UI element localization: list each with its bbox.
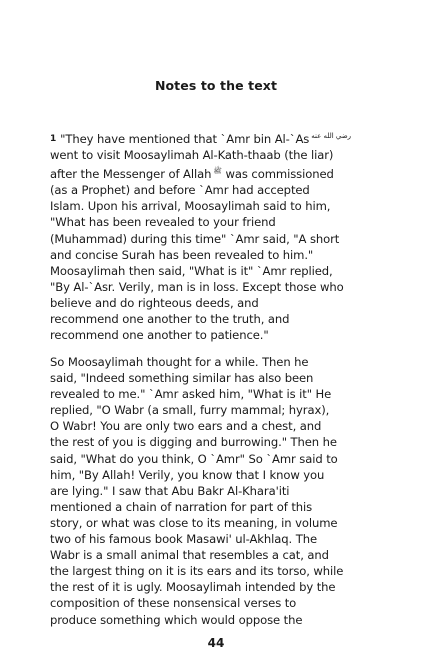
page-number: 44 — [207, 636, 225, 650]
text-line: mentioned a chain of narration for part of this — [50, 499, 313, 514]
text-line: and concise Surah has been revealed to him." — [50, 247, 314, 262]
text-line: recommend one another to patience." — [50, 328, 269, 343]
text-line: Islam. Upon his arrival, Moosaylimah said to him, — [50, 199, 331, 214]
text-line-content: after the Messenger of Allah — [50, 167, 212, 182]
text-line: believe and do righteous deeds, and — [50, 295, 259, 310]
text-line — [50, 128, 386, 147]
text-line: recommend one another to the truth, and — [50, 312, 290, 327]
text-line: the rest of you is digging and burrowing." Then he — [50, 435, 337, 450]
text-line: produce something which would oppose the — [50, 612, 303, 627]
text-line-content: was commissioned — [221, 167, 334, 182]
text-line: revealed to me." `Amr asked him, "What is it" He — [50, 387, 332, 402]
text-line: "By Al-`Asr. Verily, man is in loss. Except those who — [50, 279, 344, 294]
honorific-glyph: رضي الله عنه — [311, 132, 352, 140]
text-line: "What has been revealed to your friend — [50, 215, 276, 230]
text-line: Wabr is a small animal that resembles a cat, and — [50, 548, 329, 563]
honorific-glyph: ﷺ — [213, 167, 222, 176]
text-line-content: "They have mentioned that `Amr bin Al-`As — [60, 132, 310, 146]
text-line: said, "Indeed something similar has also been — [50, 371, 314, 386]
text-line: said, "What do you think, O `Amr" So `Amr said to — [50, 451, 338, 466]
text-line: went to visit Moosaylimah Al-Kath-thaab (the liar) — [50, 148, 334, 163]
text-line: So Moosaylimah thought for a while. Then he — [50, 355, 309, 369]
text-line: him, "By Allah! Verily, you know that I know you — [50, 467, 325, 482]
note-paragraph-1 — [50, 128, 386, 343]
text-line: the largest thing on it is its ears and its torso, while — [50, 564, 344, 579]
text-line: replied, "O Wabr (a small, furry mammal; hyrax), — [50, 403, 330, 418]
text-line: O Wabr! You are only two ears and a chest, and — [50, 419, 322, 434]
footnote-marker: 1 — [50, 134, 57, 144]
text-line: (as a Prophet) and before `Amr had accepted — [50, 183, 310, 198]
text-line: Moosaylimah then said, "What is it" `Amr replied, — [50, 263, 333, 278]
text-line: composition of these nonsensical verses to — [50, 596, 297, 611]
note-paragraph-2 — [50, 354, 386, 628]
text-line: the rest of it is ugly. Moosaylimah intended by the — [50, 580, 336, 595]
text-line: story, or what was close to its meaning, in volume — [50, 515, 338, 530]
text-line: are lying." I saw that Abu Bakr Al-Khara'iti — [50, 483, 290, 498]
text-line — [50, 163, 386, 182]
text-line: two of his famous book Masawi' ul-Akhlaq. The — [50, 532, 317, 547]
notes-heading: Notes to the text — [154, 78, 278, 93]
text-line: (Muhammad) during this time" `Amr said, "A short — [50, 231, 340, 246]
